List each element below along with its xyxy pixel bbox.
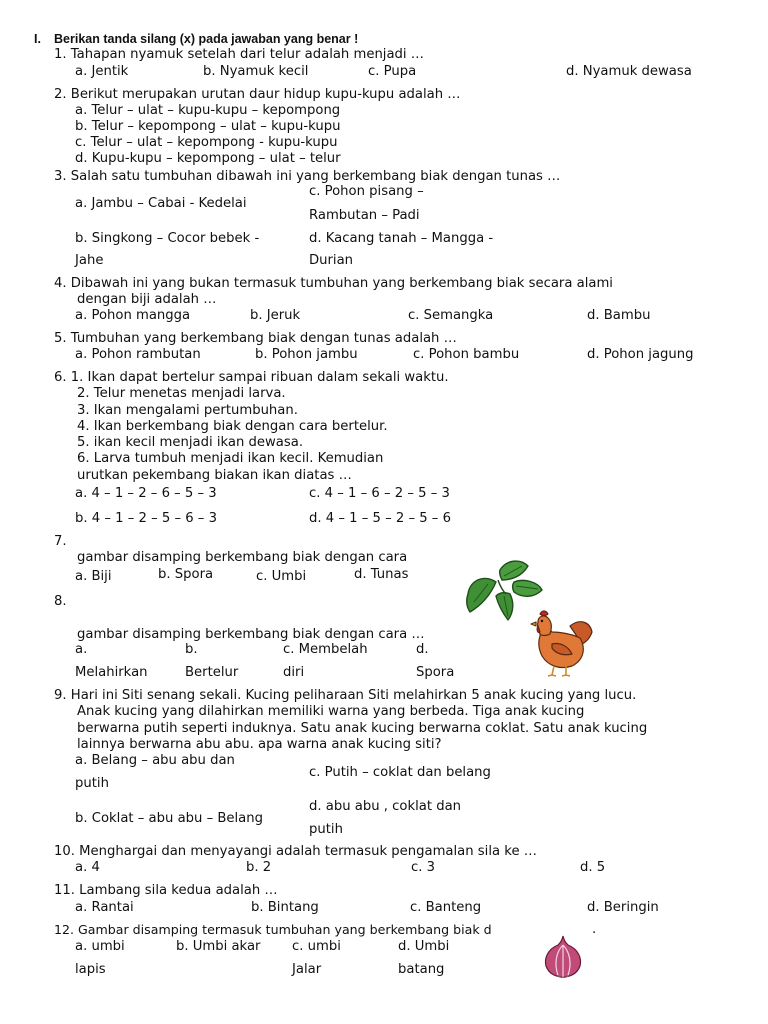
shallot-illustration	[542, 934, 584, 978]
question-6-line-6: 6. Larva tumbuh menjadi ikan kecil. Kemudian	[77, 451, 384, 466]
question-11-option-b[interactable]: b. Bintang	[251, 900, 319, 915]
question-5-stem: 5. Tumbuhan yang berkembang biak dengan tunas adalah …	[54, 331, 457, 346]
question-10-stem: 10. Menghargai dan menyayangi adalah termasuk pengamalan sila ke …	[54, 844, 537, 859]
question-9-line-1: 9. Hari ini Siti senang sekali. Kucing peliharaan Siti melahirkan 5 anak kucing yang lucu.	[54, 688, 637, 703]
question-10-option-d[interactable]: d. 5	[580, 860, 606, 875]
question-2-option-c[interactable]: c. Telur – ulat – kepompong - kupu-kupu	[75, 135, 338, 150]
question-10-option-c[interactable]: c. 3	[411, 860, 436, 875]
question-9-option-a-cont: putih	[75, 776, 109, 791]
question-5-option-d[interactable]: d. Pohon jagung	[587, 347, 694, 362]
question-9-option-d[interactable]: d. abu abu , coklat dan	[309, 799, 462, 814]
question-12-option-c-cont: Jalar	[292, 962, 322, 977]
question-1-option-a[interactable]: a. Jentik	[75, 64, 129, 79]
question-9-line-4: lainnya berwarna abu abu. apa warna anak kucing siti?	[77, 737, 442, 752]
question-9-option-d-cont: putih	[309, 822, 343, 837]
question-12-option-d-cont: batang	[398, 962, 445, 977]
instruction-heading: Berikan tanda silang (x) pada jawaban yang benar !	[54, 32, 359, 46]
question-8-option-b-cont: Bertelur	[185, 665, 239, 680]
question-6-option-b[interactable]: b. 4 – 1 – 2 – 5 – 6 – 3	[75, 511, 217, 526]
question-3-option-b[interactable]: b. Singkong – Cocor bebek -	[75, 231, 260, 246]
question-7-option-c[interactable]: c. Umbi	[256, 569, 307, 584]
question-2-option-d[interactable]: d. Kupu-kupu – kepompong – ulat – telur	[75, 151, 341, 166]
question-8-number: 8.	[54, 594, 67, 609]
hen-illustration	[530, 608, 596, 678]
question-12-option-c[interactable]: c. umbi	[292, 939, 341, 954]
question-4-stem: 4. Dibawah ini yang bukan termasuk tumbuhan yang berkembang biak secara alami	[54, 276, 613, 291]
question-6-line-3: 3. Ikan mengalami pertumbuhan.	[77, 403, 298, 418]
question-12-option-a[interactable]: a. umbi	[75, 939, 125, 954]
question-4-option-c[interactable]: c. Semangka	[408, 308, 494, 323]
question-3-option-c[interactable]: c. Pohon pisang –	[309, 184, 424, 199]
question-6-option-d[interactable]: d. 4 – 1 – 5 – 2 – 5 – 6	[309, 511, 451, 526]
question-9-option-b[interactable]: b. Coklat – abu abu – Belang	[75, 811, 263, 826]
question-6-option-c[interactable]: c. 4 – 1 – 6 – 2 – 5 – 3	[309, 486, 450, 501]
question-8-option-d-cont: Spora	[416, 665, 455, 680]
question-2-option-b[interactable]: b. Telur – kepompong – ulat – kupu-kupu	[75, 119, 341, 134]
question-7-option-a[interactable]: a. Biji	[75, 569, 112, 584]
question-8-option-a[interactable]: a.	[75, 642, 88, 657]
question-1-option-d[interactable]: d. Nyamuk dewasa	[566, 64, 692, 79]
question-6-line-2: 2. Telur menetas menjadi larva.	[77, 386, 286, 401]
question-3-option-d[interactable]: d. Kacang tanah – Mangga -	[309, 231, 494, 246]
question-10-option-b[interactable]: b. 2	[246, 860, 272, 875]
question-6-option-a[interactable]: a. 4 – 1 – 2 – 6 – 5 – 3	[75, 486, 217, 501]
question-6-line-4: 4. Ikan berkembang biak dengan cara bertelur.	[77, 419, 388, 434]
question-1-option-b[interactable]: b. Nyamuk kecil	[203, 64, 309, 79]
question-8-option-c-cont: diri	[283, 665, 305, 680]
question-3-option-a[interactable]: a. Jambu – Cabai - Kedelai	[75, 196, 247, 211]
question-2-stem: 2. Berikut merupakan urutan daur hidup kupu-kupu adalah …	[54, 87, 461, 102]
question-2-option-a[interactable]: a. Telur – ulat – kupu-kupu – kepompong	[75, 103, 341, 118]
question-12-option-d[interactable]: d. Umbi	[398, 939, 450, 954]
question-3-option-b-cont: Jahe	[75, 253, 104, 268]
question-3-stem: 3. Salah satu tumbuhan dibawah ini yang berkembang biak dengan tunas …	[54, 169, 561, 184]
question-8-option-a-cont: Melahirkan	[75, 665, 148, 680]
question-11-option-d[interactable]: d. Beringin	[587, 900, 659, 915]
question-3-option-c-cont: Rambutan – Padi	[309, 208, 420, 223]
question-7-number: 7.	[54, 534, 67, 549]
question-5-option-a[interactable]: a. Pohon rambutan	[75, 347, 201, 362]
question-12-stem-tail: .	[592, 922, 597, 937]
question-8-option-c[interactable]: c. Membelah	[283, 642, 368, 657]
question-8-option-d[interactable]: d.	[416, 642, 429, 657]
question-12-option-b[interactable]: b. Umbi akar	[176, 939, 261, 954]
section-roman-numeral: I.	[34, 32, 41, 46]
question-8-option-b[interactable]: b.	[185, 642, 198, 657]
question-7-stem: gambar disamping berkembang biak dengan cara	[77, 550, 408, 565]
question-1-option-c[interactable]: c. Pupa	[368, 64, 417, 79]
question-5-option-c[interactable]: c. Pohon bambu	[413, 347, 520, 362]
question-7-option-d[interactable]: d. Tunas	[354, 567, 409, 582]
question-4-option-a[interactable]: a. Pohon mangga	[75, 308, 191, 323]
question-8-stem: gambar disamping berkembang biak dengan cara …	[77, 627, 425, 642]
question-1-stem: 1. Tahapan nyamuk setelah dari telur adalah menjadi …	[54, 47, 424, 62]
question-10-option-a[interactable]: a. 4	[75, 860, 100, 875]
question-5-option-b[interactable]: b. Pohon jambu	[255, 347, 358, 362]
question-6-line-1: 6. 1. Ikan dapat bertelur sampai ribuan dalam sekali waktu.	[54, 370, 449, 385]
question-4-option-b[interactable]: b. Jeruk	[250, 308, 301, 323]
question-4-option-d[interactable]: d. Bambu	[587, 308, 651, 323]
question-11-stem: 11. Lambang sila kedua adalah …	[54, 883, 278, 898]
question-9-line-3: berwarna putih seperti induknya. Satu anak kucing berwarna coklat. Satu anak kucing	[77, 721, 648, 736]
question-7-option-b[interactable]: b. Spora	[158, 567, 214, 582]
question-9-line-2: Anak kucing yang dilahirkan memiliki warna yang berbeda. Tiga anak kucing	[77, 704, 585, 719]
question-6-line-5: 5. ikan kecil menjadi ikan dewasa.	[77, 435, 304, 450]
question-3-option-d-cont: Durian	[309, 253, 354, 268]
question-9-option-c[interactable]: c. Putih – coklat dan belang	[309, 765, 491, 780]
question-6-line-7: urutkan pekembang biakan ikan diatas …	[77, 468, 352, 483]
question-4-stem-cont: dengan biji adalah …	[77, 292, 217, 307]
question-12-option-a-cont: lapis	[75, 962, 106, 977]
question-12-stem: 12. Gambar disamping termasuk tumbuhan yang berkembang biak d	[54, 922, 492, 937]
question-11-option-c[interactable]: c. Banteng	[410, 900, 482, 915]
question-11-option-a[interactable]: a. Rantai	[75, 900, 134, 915]
question-9-option-a[interactable]: a. Belang – abu abu dan	[75, 753, 235, 768]
